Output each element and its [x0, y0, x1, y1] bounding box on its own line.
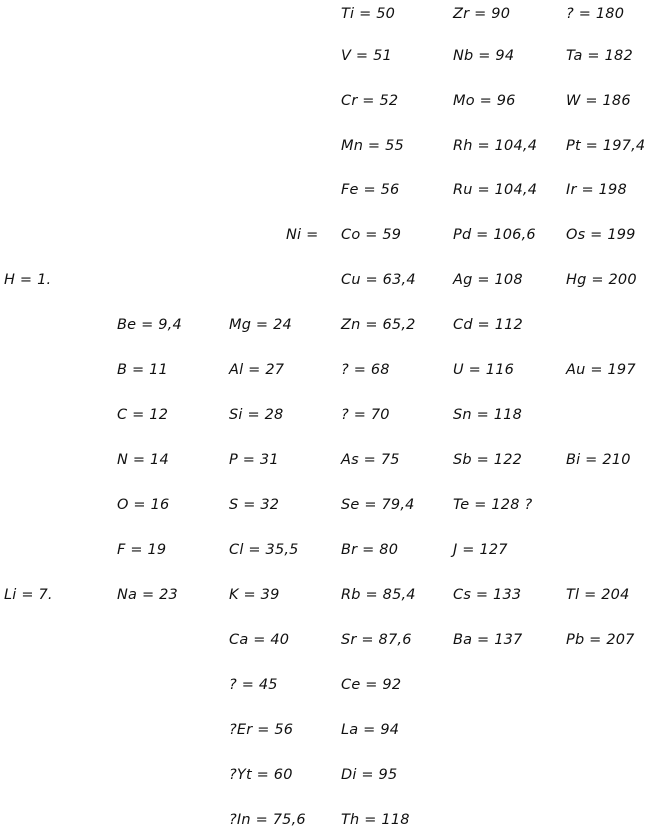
element-ta: Ta = 182 [566, 48, 633, 64]
element-pd: Pd = 106,6 [453, 227, 536, 243]
element-unknown-70: ? = 70 [341, 407, 390, 423]
element-th: Th = 118 [341, 812, 410, 828]
element-v: V = 51 [341, 48, 392, 64]
element-s: S = 32 [229, 497, 280, 513]
element-ba: Ba = 137 [453, 632, 523, 648]
element-yt: ?Yt = 60 [229, 767, 293, 783]
element-be: Be = 9,4 [117, 317, 182, 333]
element-ce: Ce = 92 [341, 677, 402, 693]
element-j: J = 127 [453, 542, 508, 558]
element-co: Co = 59 [341, 227, 402, 243]
element-mn: Mn = 55 [341, 138, 404, 154]
element-o: O = 16 [117, 497, 170, 513]
element-as: As = 75 [341, 452, 400, 468]
element-au: Au = 197 [566, 362, 636, 378]
element-nb: Nb = 94 [453, 48, 515, 64]
element-pt: Pt = 197,4 [566, 138, 645, 154]
element-te: Te = 128 ? [453, 497, 533, 513]
element-cu: Cu = 63,4 [341, 272, 416, 288]
element-ag: Ag = 108 [453, 272, 523, 288]
element-h: H = 1. [4, 272, 52, 288]
element-cr: Cr = 52 [341, 93, 399, 109]
element-w: W = 186 [566, 93, 631, 109]
element-hg: Hg = 200 [566, 272, 637, 288]
element-pb: Pb = 207 [566, 632, 635, 648]
element-li: Li = 7. [4, 587, 53, 603]
element-ru: Ru = 104,4 [453, 182, 538, 198]
element-f: F = 19 [117, 542, 167, 558]
element-rh: Rh = 104,4 [453, 138, 538, 154]
element-cs: Cs = 133 [453, 587, 522, 603]
element-si: Si = 28 [229, 407, 284, 423]
element-la: La = 94 [341, 722, 400, 738]
element-in: ?In = 75,6 [229, 812, 306, 828]
element-p: P = 31 [229, 452, 279, 468]
element-ti: Ti = 50 [341, 6, 396, 22]
element-ni: Ni = [286, 227, 319, 243]
element-er: ?Er = 56 [229, 722, 294, 738]
element-na: Na = 23 [117, 587, 178, 603]
element-sr: Sr = 87,6 [341, 632, 412, 648]
element-cd: Cd = 112 [453, 317, 523, 333]
element-n: N = 14 [117, 452, 169, 468]
element-bi: Bi = 210 [566, 452, 631, 468]
element-unknown-180: ? = 180 [566, 6, 625, 22]
element-unknown-45: ? = 45 [229, 677, 278, 693]
element-cl: Cl = 35,5 [229, 542, 299, 558]
element-os: Os = 199 [566, 227, 636, 243]
element-mg: Mg = 24 [229, 317, 292, 333]
element-unknown-68: ? = 68 [341, 362, 390, 378]
element-zn: Zn = 65,2 [341, 317, 416, 333]
element-al: Al = 27 [229, 362, 285, 378]
element-b: B = 11 [117, 362, 168, 378]
element-fe: Fe = 56 [341, 182, 400, 198]
element-rb: Rb = 85,4 [341, 587, 416, 603]
element-u: U = 116 [453, 362, 515, 378]
element-k: K = 39 [229, 587, 280, 603]
element-sb: Sb = 122 [453, 452, 523, 468]
element-tl: Tl = 204 [566, 587, 630, 603]
element-mo: Mo = 96 [453, 93, 516, 109]
element-sn: Sn = 118 [453, 407, 523, 423]
element-ir: Ir = 198 [566, 182, 627, 198]
element-zr: Zr = 90 [453, 6, 511, 22]
element-ca: Ca = 40 [229, 632, 290, 648]
element-br: Br = 80 [341, 542, 399, 558]
element-c: C = 12 [117, 407, 169, 423]
element-se: Se = 79,4 [341, 497, 415, 513]
element-di: Di = 95 [341, 767, 398, 783]
